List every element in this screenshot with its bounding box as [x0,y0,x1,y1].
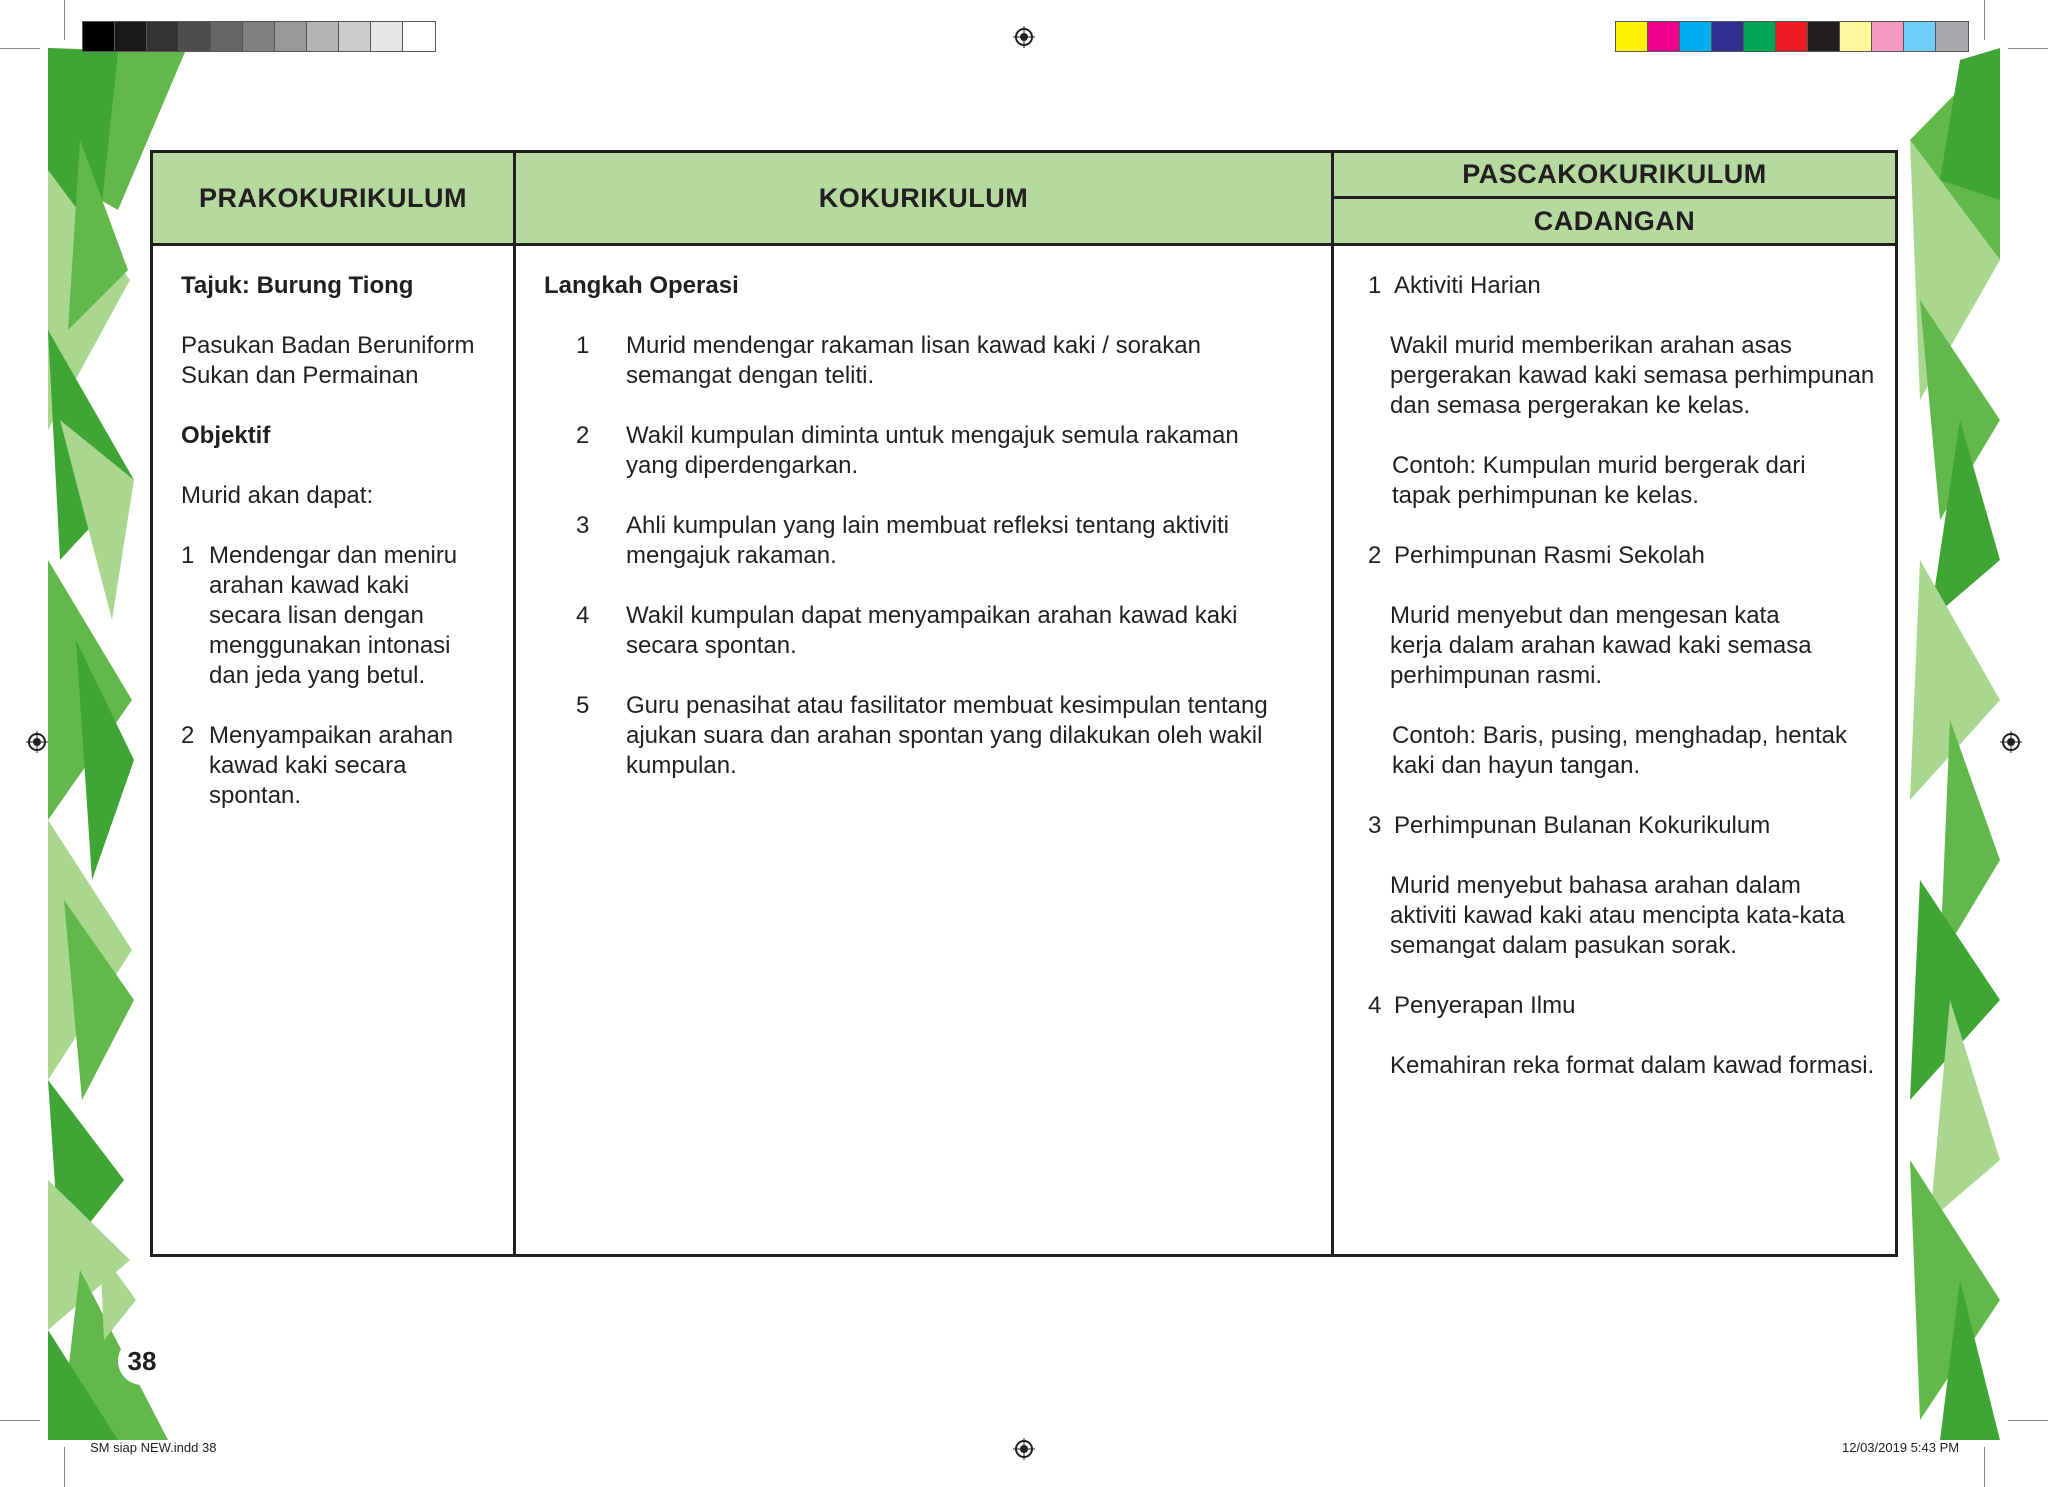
color-swatch [1712,22,1744,51]
registration-mark-icon [26,731,48,753]
color-swatch [1680,22,1712,51]
date-slug: 12/03/2019 5:43 PM [1842,1440,1960,1455]
grayscale-color-bar [82,21,436,52]
color-swatch [371,22,403,51]
header-prakokurikulum: PRAKOKURIKULUM [153,153,513,246]
file-slug: SM siap NEW.indd 38 [90,1440,217,1455]
team-line: Pasukan Badan Beruniform [181,332,475,359]
column-prakokurikulum [153,153,516,1254]
objective-text: kawad kaki secara [209,752,407,779]
suggestion-number: 2 [1368,542,1382,569]
step-text: mengajuk rakaman. [626,542,837,569]
step-text: Murid mendengar rakaman lisan kawad kaki / sorakan [626,332,1201,359]
column-kokurikulum [516,153,1334,1254]
suggestion-text: Murid menyebut bahasa arahan dalam [1390,872,1801,899]
color-swatch [211,22,243,51]
objective-text: secara lisan dengan [209,602,424,629]
suggestion-heading: Perhimpunan Rasmi Sekolah [1394,542,1705,569]
step-number: 3 [576,512,590,539]
color-swatch [1744,22,1776,51]
suggestion-text: Kemahiran reka format dalam kawad formasi. [1390,1052,1875,1079]
objective-number: 2 [181,722,195,749]
color-swatch [147,22,179,51]
objective-text: menggunakan intonasi [209,632,451,659]
registration-mark-icon [1013,1438,1035,1460]
objective-intro: Murid akan dapat: [181,482,374,509]
step-text: Wakil kumpulan dapat menyampaikan arahan kawad kaki [626,602,1238,629]
color-swatch [1808,22,1840,51]
team-line: Sukan dan Permainan [181,362,419,389]
suggestion-text: perhimpunan rasmi. [1390,662,1603,689]
step-text: kumpulan. [626,752,737,779]
objective-text: dan jeda yang betul. [209,662,426,689]
suggestion-example: Contoh: Kumpulan murid bergerak dari [1392,452,1806,479]
crop-mark [1984,0,1985,40]
step-text: yang diperdengarkan. [626,452,859,479]
suggestion-number: 3 [1368,812,1382,839]
column-pascakokurikulum [1334,153,1895,1254]
crop-mark [0,48,40,49]
suggestion-example: tapak perhimpunan ke kelas. [1392,482,1699,509]
color-swatch [1840,22,1872,51]
suggestion-heading: Aktiviti Harian [1394,272,1541,299]
header-cadangan: CADANGAN [1334,199,1895,246]
step-number: 2 [576,422,590,449]
crop-mark [1984,1447,1985,1487]
step-text: semangat dengan teliti. [626,362,875,389]
step-number: 5 [576,692,590,719]
crop-mark [2008,1420,2048,1421]
objective-text: arahan kawad kaki [209,572,410,599]
suggestion-text: Wakil murid memberikan arahan asas [1390,332,1792,359]
process-color-bar [1615,21,1969,52]
crop-mark [64,1447,65,1487]
step-text: ajukan suara dan arahan spontan yang dilakukan oleh wakil [626,722,1263,749]
suggestion-number: 4 [1368,992,1382,1019]
color-swatch [307,22,339,51]
objective-label: Objektif [181,422,271,449]
color-swatch [339,22,371,51]
registration-mark-icon [1013,26,1035,48]
steps-title: Langkah Operasi [544,272,739,299]
objective-text: Menyampaikan arahan [209,722,454,749]
objective-text: Mendengar dan meniru [209,542,458,569]
crop-mark [64,0,65,40]
suggestion-text: dan semasa pergerakan ke kelas. [1390,392,1751,419]
suggestion-example: Contoh: Baris, pusing, menghadap, hentak [1392,722,1847,749]
color-swatch [1936,22,1968,51]
suggestion-text: semangat dalam pasukan sorak. [1390,932,1737,959]
topic-title: Tajuk: Burung Tiong [181,272,414,299]
suggestion-number: 1 [1368,272,1382,299]
suggestion-text: Murid menyebut dan mengesan kata [1390,602,1780,629]
step-text: Guru penasihat atau fasilitator membuat kesimpulan tentang [626,692,1268,719]
objective-number: 1 [181,542,195,569]
registration-mark-icon [2000,731,2022,753]
suggestion-text: kerja dalam arahan kawad kaki semasa [1390,632,1812,659]
color-swatch [243,22,275,51]
lesson-table [150,150,1898,1257]
objective-text: spontan. [209,782,302,809]
suggestion-text: aktiviti kawad kaki atau mencipta kata-kata [1390,902,1845,929]
color-swatch [1776,22,1808,51]
step-number: 1 [576,332,590,359]
color-swatch [83,22,115,51]
color-swatch [115,22,147,51]
step-number: 4 [576,602,590,629]
crop-mark [2008,48,2048,49]
color-swatch [1904,22,1936,51]
step-text: Ahli kumpulan yang lain membuat refleksi tentang aktiviti [626,512,1229,539]
page-number: 38 [118,1337,166,1385]
suggestion-text: pergerakan kawad kaki semasa perhimpunan [1390,362,1875,389]
color-swatch [179,22,211,51]
color-swatch [1648,22,1680,51]
color-swatch [1616,22,1648,51]
suggestion-heading: Penyerapan Ilmu [1394,992,1576,1019]
suggestion-example: kaki dan hayun tangan. [1392,752,1641,779]
step-text: Wakil kumpulan diminta untuk mengajuk semula rakaman [626,422,1239,449]
color-swatch [1872,22,1904,51]
crop-mark [0,1420,40,1421]
color-swatch [275,22,307,51]
step-text: secara spontan. [626,632,797,659]
header-kokurikulum: KOKURIKULUM [516,153,1331,246]
header-pascakokurikulum: PASCAKOKURIKULUM [1334,153,1895,199]
color-swatch [403,22,435,51]
suggestion-heading: Perhimpunan Bulanan Kokurikulum [1394,812,1771,839]
